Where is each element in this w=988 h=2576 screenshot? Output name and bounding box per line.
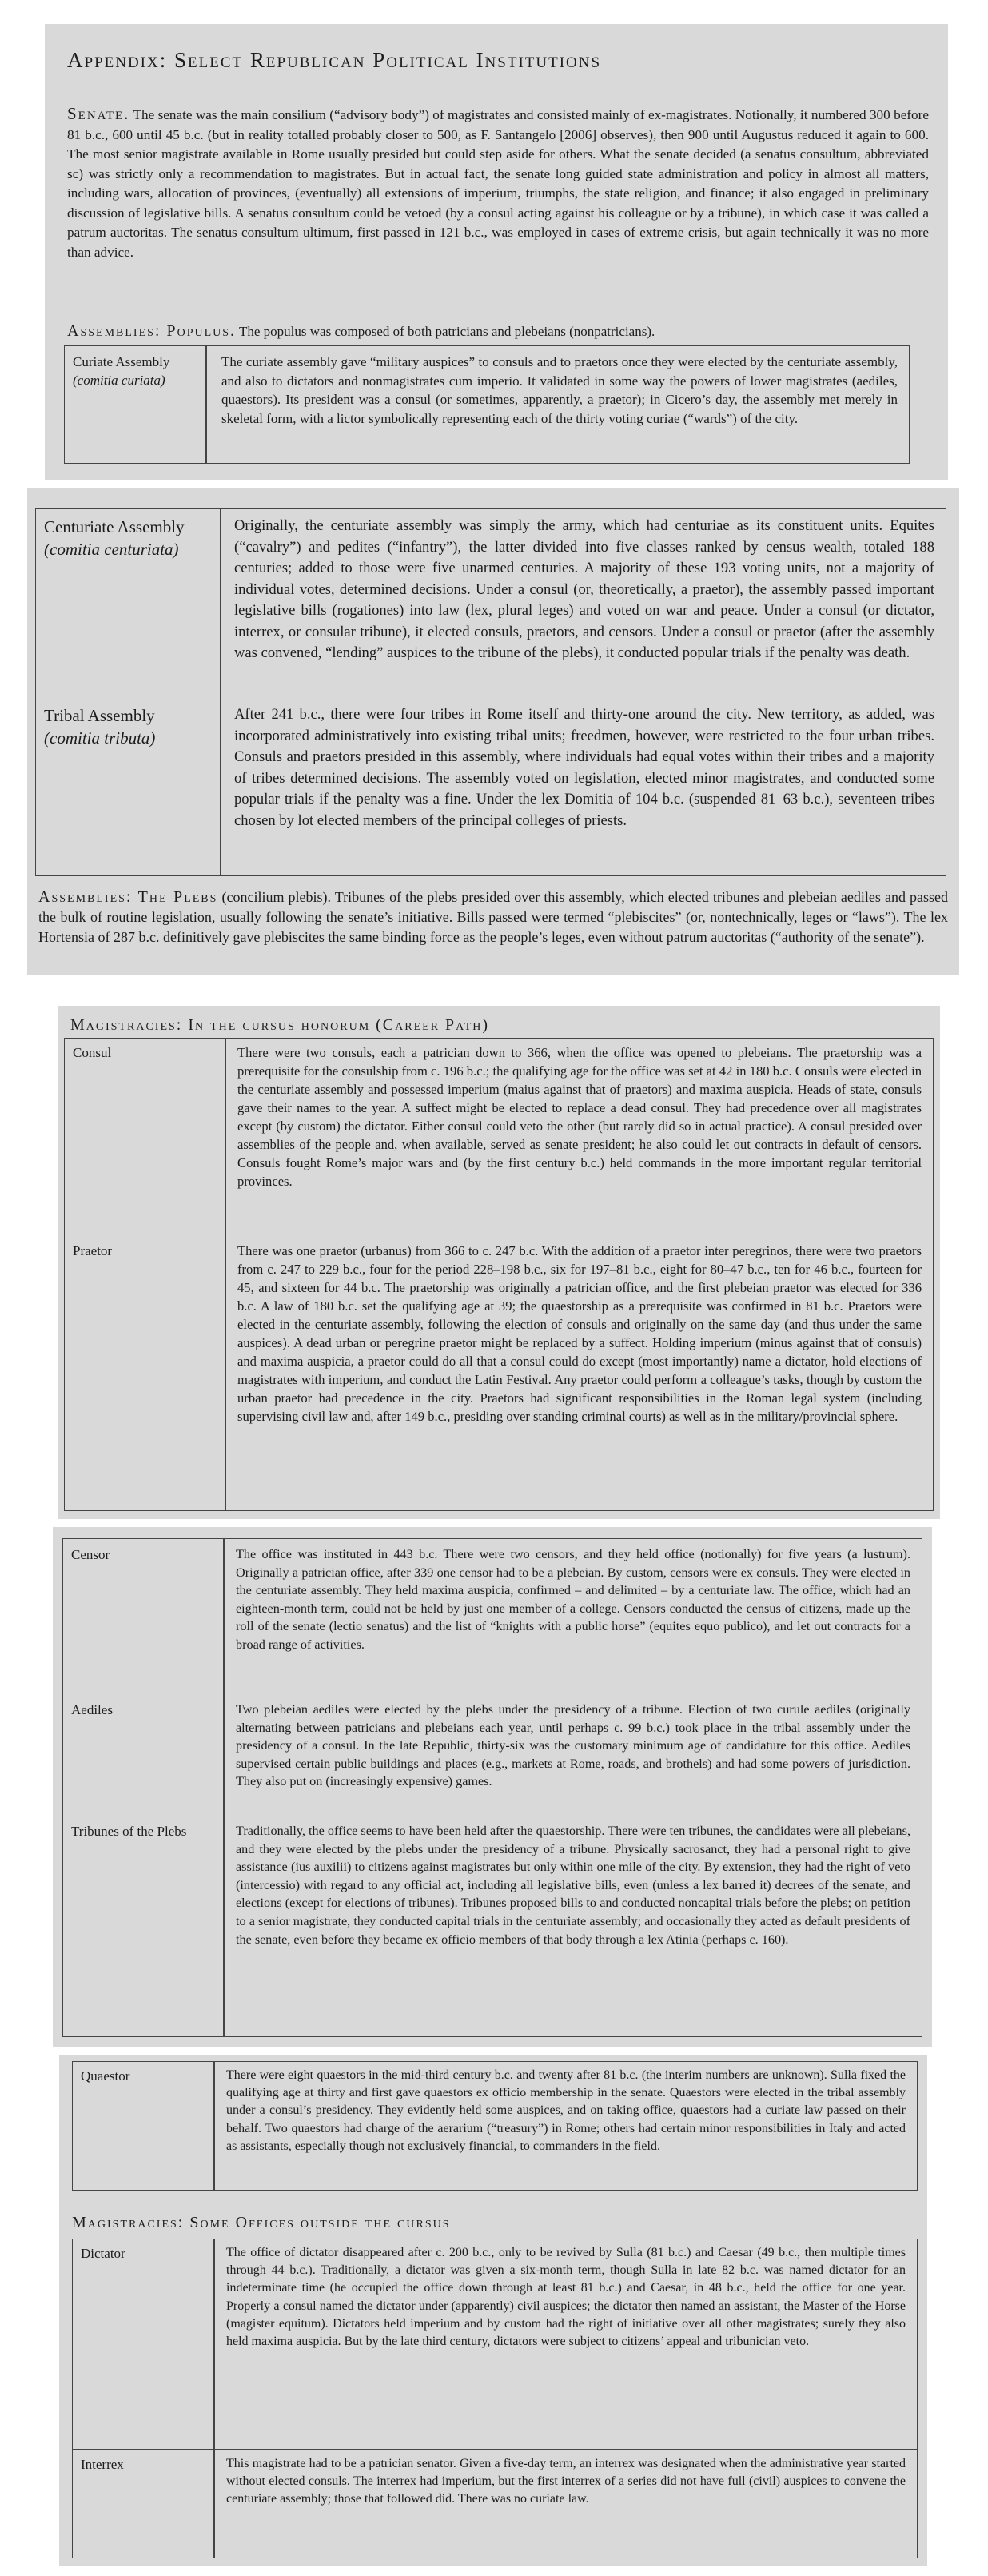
assembly-table	[35, 508, 946, 876]
populus-heading: Assemblies: Populus.	[67, 322, 237, 340]
magistracy-table	[62, 1538, 922, 2037]
plebs-paragraph	[38, 887, 948, 947]
row-label: Interrex	[81, 2457, 124, 2472]
label-sub: (comitia tributa)	[44, 728, 156, 748]
page-scan-5	[59, 2055, 927, 2566]
label-main: Tribal Assembly	[44, 706, 155, 725]
row-label: Praetor	[73, 1243, 113, 1258]
page-scan-4	[53, 1527, 932, 2047]
row-text: Originally, the centuriate assembly was simply the army, which had centuriae as its constituent units. Equites (“cavalry”) and pedites (“infantry”), the latter divided into five classes ranked by census wealth, totaled 188 centuries; added to those were five unarmed centuries. A majority of these 193 voting units, not a majority of individual votes, determined decisions. Under a consul (or, theoretically, a praetor), the assembly passed important legislative bills (rogationes) into law (lex, plural leges) and voted on war and peace. Under a consul (or dictator, interrex, or consular tribune), it elected consuls, praetors, and censors. Under a consul or praetor (after the assembly was convened, “lending” auspices to the tribune of the plebs), it conducted popular trials if the penalty was death.	[234, 517, 934, 661]
row-label	[44, 516, 216, 560]
outside-cursus-heading-text: Magistracies: Some Offices outside the cursus	[72, 2214, 451, 2231]
quaestor-table	[72, 2061, 918, 2191]
row-text: After 241 b.c., there were four tribes in Rome itself and thirty-one around the city. New territory, as added, was incorporated administratively into existing tribal units; freedmen, however, were restricted to the four urban tribes. Consuls and praetors presided in this assembly, where individuals had equal votes within their tribes and a majority of tribes determined decisions. The assembly voted on legislation, elected minor magistrates, and conducted some popular trials if the penalty was a fine. Under the lex Domitia of 104 b.c. (suspended 81–63 b.c.), seventeen tribes chosen by lot elected members of the principal colleges of priests.	[234, 706, 934, 829]
row-label: Dictator	[81, 2246, 125, 2261]
row-label: Quaestor	[81, 2068, 130, 2084]
page-scan-3	[58, 1006, 940, 1519]
appendix-title: Appendix: Select Republican Political Institutions	[67, 48, 602, 72]
row-label	[73, 353, 201, 389]
row-text: Two plebeian aediles were elected by the plebs under the presidency of a tribune. Election of two curule aediles (originally alternating between patricians and plebeians each year, until perhaps c. 99 b.c.) took place in the tribal assembly under the presidency of a consul. In the late Republic, thirty-six was the customary minimum age of candidature for this office. Aediles supervised certain public buildings and places (e.g., markets at Rome, roads, and brothels) and had some powers of jurisdiction. They also put on (increasingly expensive) games.	[236, 1702, 910, 1789]
page-scan-2	[27, 488, 959, 975]
senate-text: The senate was the main consilium (“advisory body”) of magistrates and consisted mainly of ex-magistrates. Notionally, it numbered 300 before 81 b.c., 600 until 45 b.c. (but in reality totalled probably closer to 500, as F. Santangelo [2006] observes), then 900 until Augustus reduced it again to 600. The most senior magistrate available in Rome usually presided but could step aside for others. What the senate decided (a senatus consultum, abbreviated sc) was strictly only a recommendation to magistrates. But in actual fact, the senate long guided state administration and policy in almost all matters, including wars, allocation of provinces, (eventually) all extensions of imperium, triumphs, the state religion, and finance; it also engaged in preliminary discussion of legislative bills. A senatus consultum could be vetoed (by a consul acting against his colleague or by a tribune), in which case it was called a patrum auctoritas. The senatus consultum ultimum, first passed in 121 b.c., was employed in cases of extreme crisis, but again technically it was no more than advice.	[67, 107, 929, 260]
populus-paragraph	[67, 321, 655, 341]
plebs-heading: Assemblies: The Plebs	[38, 888, 218, 906]
row-label: Tribunes of the Plebs	[71, 1824, 187, 1839]
senate-heading: Senate.	[67, 104, 130, 123]
row-label: Consul	[73, 1045, 112, 1060]
outside-cursus-heading	[72, 2213, 451, 2233]
label-sub: (comitia curiata)	[73, 373, 165, 388]
senate-paragraph	[67, 104, 929, 262]
label-sub: (comitia centuriata)	[44, 540, 179, 559]
plebs-text: (concilium plebis). Tribunes of the plebs presided over this assembly, which elected tribunes and plebeian aediles and passed the bulk of routine legislation, usually following the senate’s initiative. Bills passed were termed “plebiscites” (or, nontechnically, leges or “laws”). The lex Hortensia of 287 b.c. definitively gave plebiscites the same binding force as the people’s leges, even without patrum auctoritas (“authority of the senate”).	[38, 889, 948, 945]
row-text: The office of dictator disappeared after c. 200 b.c., only to be revived by Sulla (81 b.c.) and Caesar (49 b.c., then multiple times through 44 b.c.). Traditionally, a dictator was given a six-month term, though Sulla in late 82 b.c. was named dictator for an indeterminate time (he occupied the office down through at least 81 b.c.) and Caesar, in 48 b.c., held the office for one year. Properly a consul named the dictator under (apparently) civil auspices; the dictator then named an assistant, the Master of the Horse (magister equitum). Dictators held imperium and by custom had the right of initiative over all other magistrates; surely they also held maxima auspicia. But by the late third century, dictators were subject to citizens’ appeal and tribunician veto.	[226, 2246, 906, 2349]
row-text: The office was instituted in 443 b.c. There were two censors, and they held office (notionally) for five years (a lustrum). Originally a patrician office, after 339 one censor had to be a plebeian. By custom, censors were ex consuls. They were elected in the centuriate assembly. They held maxima auspicia, confirmed – and delimited – by a centuriate law. The office, which had an eighteen-month term, could not be held by just one member of a college. Censors conducted the census of citizens, made up the roll of the senate (lectio senatus) and the list of “knights with a public horse” (equites equo publico), and let out contracts for a broad range of activities.	[236, 1547, 910, 1652]
row-text: The curiate assembly gave “military auspices” to consuls and to praetors once they were elected by the centuriate assembly, and also to dictators and nonmagistrates cum imperio. It validated in some way the powers of lower magistrates (aediles, quaestors). Its president was a consul (or sometimes, apparently, a praetor); in Cicero’s day, the assembly met merely in skeletal form, with a lictor symbolically representing each of the thirty voting curiae (“wards”) of the city.	[221, 354, 898, 426]
row-text: There were two consuls, each a patrician down to 366, when the office was opened to plebeians. The praetorship was a prerequisite for the consulship from c. 196 b.c.; the qualifying age for the office was set at 42 in 180 b.c. Consuls were elected in the centuriate assembly and possessed imperium (maius against that of praetors) and maxima auspicia. Heads of state, consuls gave their names to the year. A suffect might be elected to replace a dead consul. They had precedence over all magistrates except (by custom) the dictator. Either consul could veto the other (but rarely did so in actual practice). A consul presided over assemblies of the people and, when available, served as senate president; he also could let out contracts in default of censors. Consuls fought Rome’s major wars and (by the first century b.c.) held commands in the more important regular territorial provinces.	[237, 1045, 922, 1189]
row-text: There was one praetor (urbanus) from 366 to c. 247 b.c. With the addition of a praetor inter peregrinos, there were two praetors from c. 247 to 229 b.c., four for the period 228–198 b.c., six for 197–81 b.c., eight for 80–47 b.c., ten for 46 b.c., fourteen for 45, and sixteen for 44 b.c. The praetorship was originally a patrician office, and the first plebeian praetor was elected for 336 b.c. A law of 180 b.c. set the qualifying age at 39; the quaestorship as a prerequisite was confirmed in 81 b.c. Praetors were elected in the centuriate assembly, following the election of consuls and originally on the same day (and thus under the same auspices). A dead urban or peregrine praetor might be replaced by a suffect. Holding imperium (minus against that of consuls) and maxima auspicia, a praetor could do all that a consul could do except (most importantly) name a dictator, hold elections of magistrates with imperium, and conduct the Latin Festival. Any praetor could perform a colleague’s tasks, though by custom the urban praetor had precedence in the city. Praetors had significant responsibilities in the Roman legal system (including supervising civil law and, after 149 b.c., presiding over standing criminal courts) as well as in the military/provincial sphere.	[237, 1243, 922, 1424]
row-label: Aediles	[71, 1702, 113, 1717]
label-main: Curiate Assembly	[73, 354, 170, 369]
populus-text: The populus was composed of both patricians and plebeians (nonpatricians).	[236, 324, 655, 339]
row-label	[44, 704, 216, 749]
cursus-table	[64, 1038, 934, 1511]
cursus-heading	[70, 1015, 489, 1035]
cursus-heading-text: Magistracies: In the cursus honorum (Career Path)	[70, 1016, 490, 1034]
label-main: Centuriate Assembly	[44, 517, 185, 536]
page-scan-1	[45, 24, 948, 480]
row-text: Traditionally, the office seems to have been held after the quaestorship. There were ten tribunes, the candidates were all plebeians, and they were elected by the plebs under the presidency of a tribune. Physically sacrosanct, they had a personal right to give assistance (ius auxilii) to citizens against magistrates but only within one mile of the city. By extension, they had the right of veto (intercessio) with regard to any official act, including all legislative bills, even (unless a lex barred it) decrees of the senate, and elections (except for elections of tribunes). Tribunes proposed bills to and conducted noncapital trials before the plebs; on petition to a senior magistrate, they conducted capital trials in the centuriate assembly; and occasionally they acted as default presidents of the senate, even before they became ex officio members of that body through a lex Atinia (perhaps c. 160).	[236, 1824, 910, 1947]
populus-table	[64, 345, 910, 464]
row-label: Censor	[71, 1547, 110, 1562]
outside-cursus-table	[72, 2239, 918, 2558]
row-text: This magistrate had to be a patrician senator. Given a five-day term, an interrex was designated when the administrative year started without elected consuls. The interrex had imperium, but the first interrex of a series did not have full (civil) auspices to convene the centuriate assembly; those that followed did. There was no curiate law.	[226, 2457, 906, 2506]
row-text: There were eight quaestors in the mid-third century b.c. and twenty after 81 b.c. (the interim numbers are unknown). Sulla fixed the qualifying age at thirty and first gave quaestors ex officio membership in the senate. Quaestors were elected in the tribal assembly under a consul’s presidency. They evidently held some auspices, and on taking office, quaestors had a curiate law passed on their behalf. Two quaestors had charge of the aerarium (“treasury”) in Rome; others had certain minor responsibilities in Italy and acted as assistants, especially though not exclusively financial, to commanders in the field.	[226, 2068, 906, 2153]
